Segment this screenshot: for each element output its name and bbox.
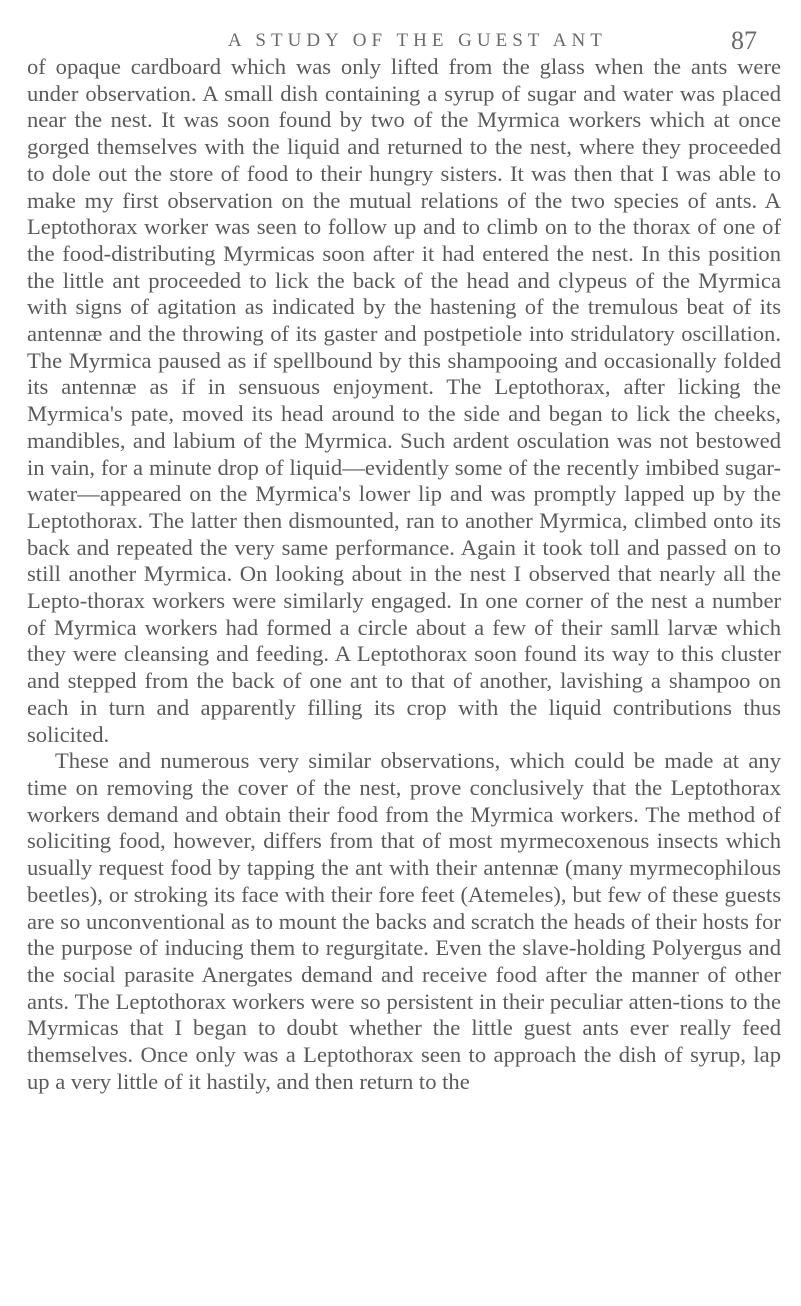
paragraph: These and numerous very similar observations, which could be made at any time on removing the cover of the nest, prove conclusively that the Leptothorax workers demand and obtain their food from the Myrmica workers. The method of soliciting food, however, differs from that of most myrmecoxenous insects which usually request food by tapping the ant with their antennæ (many myrmecophilous beetles), or stroking its face with their fore feet (Atemeles), but few of these guests are so unconventional as to mount the backs and scratch the heads of their hosts for the purpose of inducing them to regurgitate. Even the slave-holding Polyergus and the social parasite Anergates demand and receive food after the manner of other ants. The Leptothorax workers were so persistent in their peculiar atten-tions to the Myrmicas that I began to doubt whether the little guest ants ever really feed themselves. Once only was a Leptothorax seen to approach the dish of syrup, lap up a very little of it hastily, and then return to the [27, 748, 781, 1094]
running-title: A STUDY OF THE GUEST ANT [228, 30, 607, 51]
paragraph-continued: of opaque cardboard which was only lifted from the glass when the ants were under observation. A small dish containing a syrup of sugar and water was placed near the nest. It was soon found by two of the Myrmica workers which at once gorged themselves with the liquid and returned to the nest, where they proceeded to dole out the store of food to their hungry sisters. It was then that I was able to make my first observation on the mutual relations of the two species of ants. A Leptothorax worker was seen to follow up and to climb on to the thorax of one of the food-distributing Myrmicas soon after it had entered the nest. In this position the little ant proceeded to lick the back of the head and clypeus of the Myrmica with signs of agitation as indicated by the hastening of the tremulous beat of its antennæ and the throwing of its gaster and postpetiole into stridulatory oscillation. The Myrmica paused as if spellbound by this shampooing and occasionally folded its antennæ as if in sensuous enjoyment. The Leptothorax, after licking the Myrmica's pate, moved its head around to the side and began to lick the cheeks, mandibles, and labium of the Myrmica. Such ardent osculation was not bestowed in vain, for a minute drop of liquid—evidently some of the recently imbibed sugar-water—appeared on the Myrmica's lower lip and was promptly lapped up by the Leptothorax. The latter then dismounted, ran to another Myrmica, climbed onto its back and repeated the very same performance. Again it took toll and passed on to still another Myrmica. On looking about in the nest I observed that nearly all the Lepto-thorax workers were similarly engaged. In one corner of the nest a number of Myrmica workers had formed a circle about a few of their samll larvæ which they were cleansing and feeding. A Leptothorax soon found its way to this cluster and stepped from the back of one ant to that of another, lavishing a shampoo on each in turn and apparently filling its crop with the liquid contributions thus solicited. [27, 54, 781, 747]
body-text [27, 54, 781, 1095]
page-number: 87 [731, 26, 757, 55]
